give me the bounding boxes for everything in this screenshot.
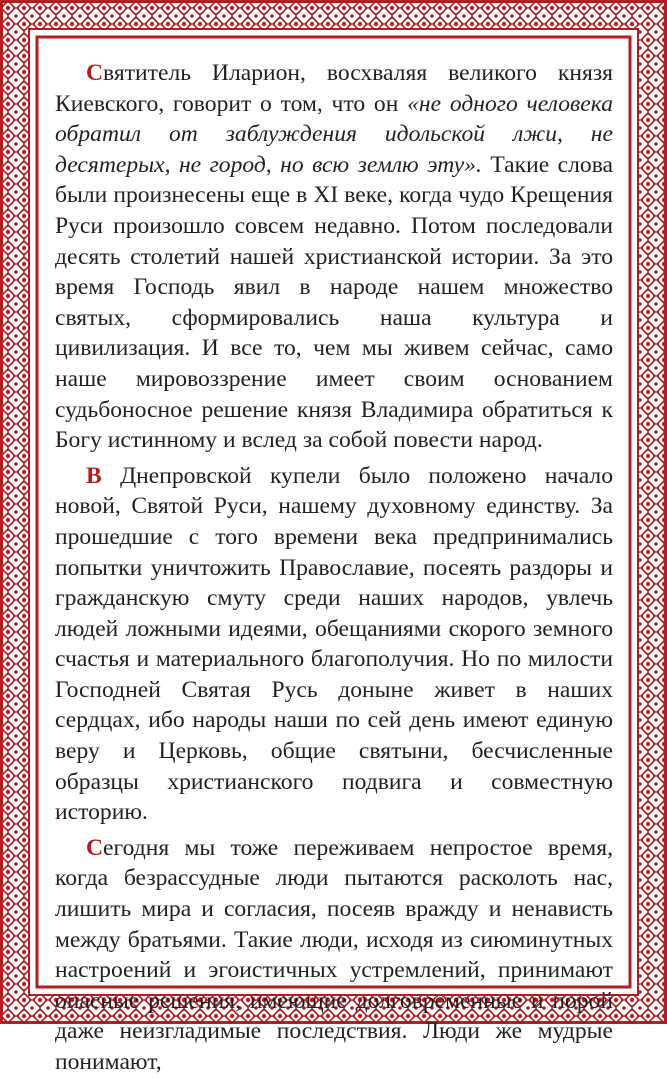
paragraph-2 <box>55 461 613 828</box>
paragraph-1-text-start: вятитель Иларион, восхваляя великого князя Киевского, говорит о том, что он <box>55 60 613 117</box>
paragraph-3 <box>55 833 613 1078</box>
paragraph-2-text: Днепровской купели было положено начало новой, Святой Руси, нашему духовному единству. За прошедшие с того времени века предпринимались попытки уничтожить Православие, посеять раздоры и гражданскую смуту среди наших народов, увлечь людей ложными идеями, обещаниями скорого земного счастья и материального благополучия. Но по милости Господней Святая Русь доныне живет в наших сердцах, ибо народы наши по сей день имеют единую веру и Церковь, общие святыни, бесчисленные образцы христианского подвига и совместную историю. <box>55 462 613 826</box>
drop-initial-3: С <box>86 834 104 861</box>
drop-initial-1: С <box>86 60 104 86</box>
paragraph-1-text-end: Такие слова были произнесены еще в XI веке, когда чудо Крещения Руси произошло совсем недавно. Потом последовали десять столетий нашей христианской истории. За это время Господь явил в народе нашем множество святых, сформировались наша культура и цивилизация. И все то, чем мы живем сейчас, само наше мировоззрение имеет своим основанием судьбоносное решение князя Владимира обратиться к Богу истинному и вслед за собой повести народ. <box>55 151 613 454</box>
text-body <box>55 58 613 1075</box>
paragraph-1-quote: «не одного человека обратил от заблуждения идольской лжи, не десятерых, не город, но всю землю эту». <box>55 90 613 178</box>
paragraph-3-text: егодня мы тоже переживаем непростое время, когда безрассудные люди пытаются расколоть нас, лишить мира и согласия, посеяв вражду и ненависть между братьями. Такие люди, исходя из сиюминутных настроений и эгоистичных устремлений, принимают опасные решения, имеющие долговременные и порой даже неизгладимые последствия. Люди же мудрые понимают, <box>55 834 613 1075</box>
paragraph-1 <box>55 58 613 456</box>
drop-initial-2: В <box>86 462 102 489</box>
